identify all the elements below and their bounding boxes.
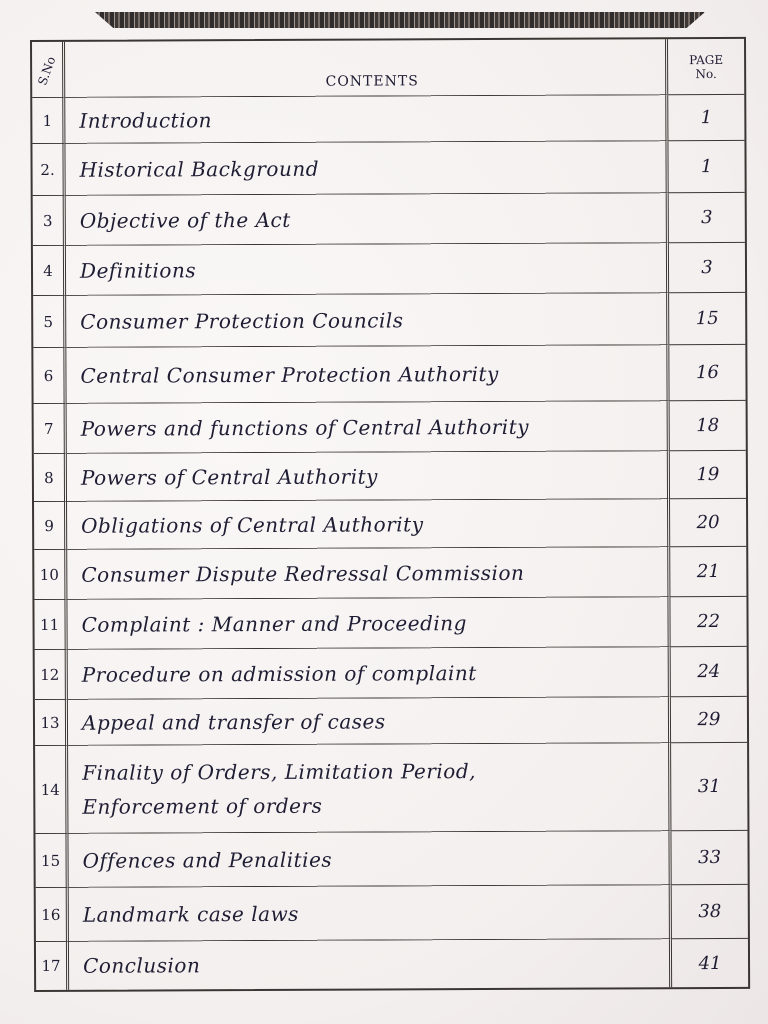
row-topic: Consumer Dispute Redressal Commission [67,547,670,600]
row-sno: 1 [32,98,65,144]
sno-header [32,42,65,98]
row-page: 15 [669,293,745,345]
row-page: 21 [670,547,746,597]
table-row [34,597,746,650]
row-topic: Offences and Penalities [68,831,671,888]
row-page: 19 [670,451,746,499]
page-header [668,39,744,95]
table-row [34,499,746,550]
row-topic: Central Consumer Protection Authority [66,345,669,404]
table-row [34,451,746,502]
row-topic: Procedure on admission of complaint [68,647,671,700]
row-page: 31 [671,743,747,831]
page-header-line2: No. [695,66,717,81]
row-sno: 9 [34,502,67,550]
table-header-row [32,39,744,98]
contents-table [30,37,750,992]
row-sno: 5 [33,296,66,348]
table-row [33,193,745,246]
row-page: 1 [668,95,744,141]
table-row [34,401,746,454]
table-row [35,697,747,746]
row-sno: 3 [33,196,66,246]
row-sno: 13 [35,700,68,746]
row-page: 33 [671,831,747,885]
row-sno: 8 [34,454,67,502]
row-sno: 17 [36,942,69,990]
row-topic: Objective of the Act [66,193,669,246]
row-topic: Introduction [65,95,668,144]
row-topic: Obligations of Central Authority [67,499,670,550]
row-sno: 10 [34,550,67,600]
row-topic: Powers of Central Authority [67,451,670,502]
row-topic-line2: Enforcement of orders [82,793,323,819]
row-page: 1 [668,141,744,193]
contents-header: CONTENTS [65,39,668,98]
table-row [35,831,747,888]
spiral-binding [95,8,705,28]
row-page: 20 [670,499,746,547]
table-row [32,95,744,144]
row-page: 24 [671,647,747,697]
row-sno: 16 [36,888,69,942]
row-topic [68,743,671,834]
row-sno: 4 [33,246,66,296]
row-topic: Complaint : Manner and Proceeding [67,597,670,650]
row-topic: Powers and functions of Central Authority [67,401,670,454]
table-row [35,647,747,700]
table-row [32,141,744,196]
row-topic: Definitions [66,243,669,296]
table-row [36,885,748,942]
row-topic: Landmark case laws [69,885,672,942]
row-page: 29 [671,697,747,743]
row-sno: 15 [35,834,68,888]
row-topic: Conclusion [69,939,672,990]
row-sno: 14 [35,746,68,834]
row-page: 41 [698,952,722,974]
table-row [33,293,745,348]
table-row [36,939,748,990]
row-sno: 7 [34,404,67,454]
row-page: 22 [670,597,746,647]
row-page: 16 [669,345,745,401]
row-page: 18 [670,401,746,451]
row-sno: 12 [35,650,68,700]
row-page: 3 [669,243,745,293]
row-topic: Consumer Protection Councils [66,293,669,348]
row-sno: 6 [33,348,66,404]
row-page: 38 [672,885,748,939]
table-row [34,547,746,600]
table-row [35,743,747,834]
row-sno: 11 [34,600,67,650]
row-sno: 2. [32,144,65,196]
table-row [33,345,745,404]
page-header-line1: PAGE [689,52,724,67]
row-topic: Appeal and transfer of cases [68,697,671,746]
row-page: 3 [669,193,745,243]
row-topic: Historical Background [65,141,668,196]
table-row [33,243,745,296]
sno-header-label: S.No [35,54,59,87]
row-topic-line1: Finality of Orders, Limitation Period, [82,758,477,785]
